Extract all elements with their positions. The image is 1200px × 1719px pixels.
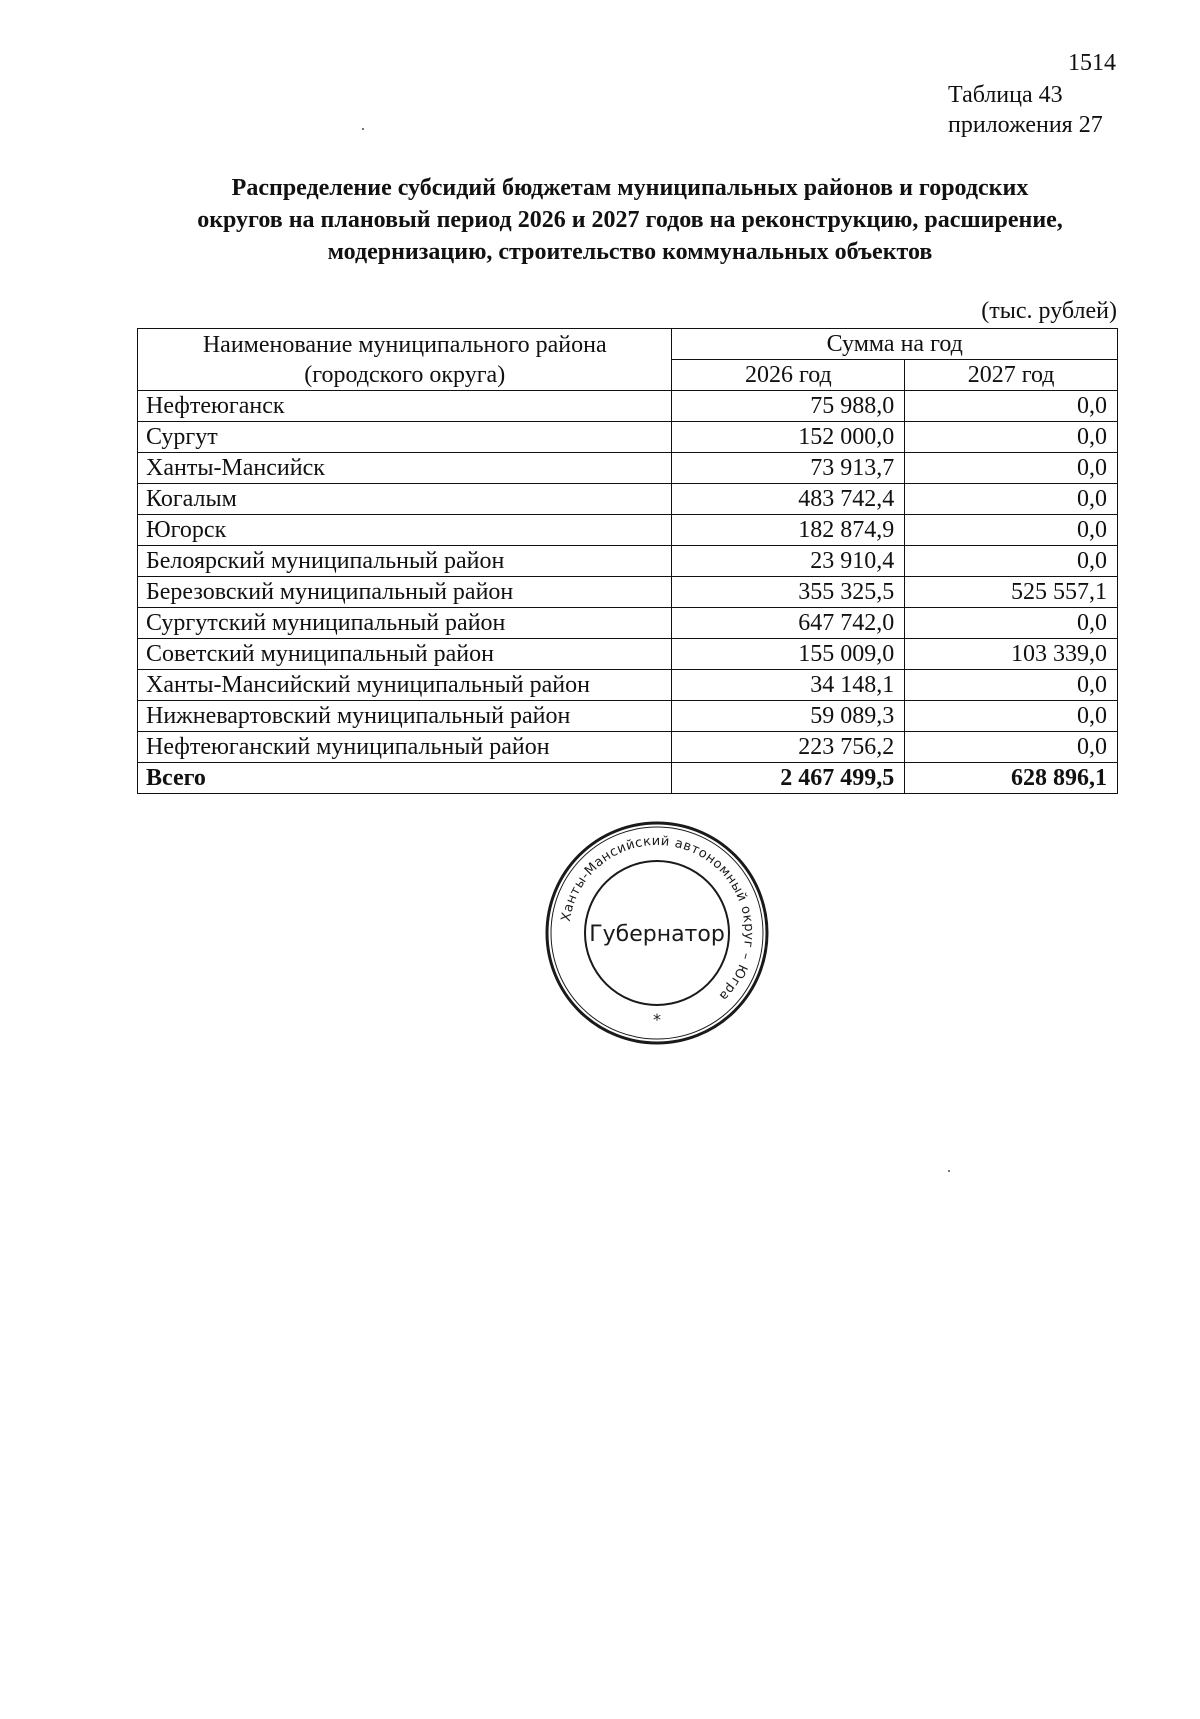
amount-2027: 103 339,0 <box>905 639 1118 670</box>
amount-2026: 355 325,5 <box>672 577 905 608</box>
district-name: Ханты-Мансийский муниципальный район <box>138 670 672 701</box>
total-row <box>138 763 1118 794</box>
scan-speck <box>948 1170 950 1172</box>
table-row <box>138 546 1118 577</box>
subsidies-table <box>137 328 1118 794</box>
amount-2026: 34 148,1 <box>672 670 905 701</box>
table-number: Таблица 43 <box>948 82 1063 108</box>
amount-2026: 59 089,3 <box>672 701 905 732</box>
amount-2027: 0,0 <box>905 701 1118 732</box>
table-row <box>138 639 1118 670</box>
table-row <box>138 732 1118 763</box>
table-row <box>138 515 1118 546</box>
amount-2026: 223 756,2 <box>672 732 905 763</box>
title-line-1: Распределение субсидий бюджетам муниципальных районов и городских <box>231 175 1029 201</box>
amount-2027: 0,0 <box>905 515 1118 546</box>
table-row <box>138 701 1118 732</box>
district-name: Нефтеюганский муниципальный район <box>138 732 672 763</box>
sum-column-header: Сумма на год <box>672 329 1118 360</box>
amount-2027: 0,0 <box>905 732 1118 763</box>
total-label: Всего <box>138 763 672 794</box>
table-row <box>138 608 1118 639</box>
amount-2027: 525 557,1 <box>905 577 1118 608</box>
amount-2026: 73 913,7 <box>672 453 905 484</box>
scan-speck <box>362 128 364 130</box>
amount-2027: 0,0 <box>905 484 1118 515</box>
seal-center-text: Губернатор <box>589 922 725 947</box>
table-row <box>138 484 1118 515</box>
table-row <box>138 453 1118 484</box>
units-label: (тыс. рублей) <box>981 298 1117 324</box>
amount-2026: 152 000,0 <box>672 422 905 453</box>
appendix-number: приложения 27 <box>948 112 1103 138</box>
table-row <box>138 422 1118 453</box>
district-name: Сургут <box>138 422 672 453</box>
amount-2026: 155 009,0 <box>672 639 905 670</box>
year-2027-header: 2027 год <box>905 360 1118 391</box>
table-row <box>138 577 1118 608</box>
amount-2026: 182 874,9 <box>672 515 905 546</box>
name-header-line-1: Наименование муниципального района <box>202 331 607 358</box>
district-name: Белоярский муниципальный район <box>138 546 672 577</box>
name-column-header <box>138 329 672 391</box>
amount-2027: 0,0 <box>905 608 1118 639</box>
amount-2027: 0,0 <box>905 546 1118 577</box>
amount-2027: 0,0 <box>905 453 1118 484</box>
amount-2026: 483 742,4 <box>672 484 905 515</box>
table-reference <box>948 80 1103 140</box>
district-name: Советский муниципальный район <box>138 639 672 670</box>
total-2026: 2 467 499,5 <box>672 763 905 794</box>
page-number: 1514 <box>1068 50 1116 76</box>
amount-2026: 75 988,0 <box>672 391 905 422</box>
district-name: Березовский муниципальный район <box>138 577 672 608</box>
table-body <box>138 391 1118 794</box>
amount-2026: 647 742,0 <box>672 608 905 639</box>
title-line-2: округов на плановый период 2026 и 2027 годов на реконструкцию, расширение, <box>197 207 1063 233</box>
amount-2027: 0,0 <box>905 391 1118 422</box>
title-line-3: модернизацию, строительство коммунальных объектов <box>327 239 933 265</box>
table-header-row <box>138 329 1118 360</box>
seal-star-icon: * <box>653 1010 661 1029</box>
amount-2027: 0,0 <box>905 670 1118 701</box>
district-name: Когалым <box>138 484 672 515</box>
district-name: Сургутский муниципальный район <box>138 608 672 639</box>
district-name: Нефтеюганск <box>138 391 672 422</box>
name-header-line-2: (городского округа) <box>304 361 506 388</box>
table-row <box>138 391 1118 422</box>
seal-ring-text: Ханты-Мансийский автономный округ – Югра <box>558 833 757 1004</box>
governor-seal <box>542 818 772 1048</box>
district-name: Ханты-Мансийск <box>138 453 672 484</box>
year-2026-header: 2026 год <box>672 360 905 391</box>
document-title <box>130 172 1130 268</box>
amount-2026: 23 910,4 <box>672 546 905 577</box>
table-row <box>138 670 1118 701</box>
amount-2027: 0,0 <box>905 422 1118 453</box>
district-name: Югорск <box>138 515 672 546</box>
district-name: Нижневартовский муниципальный район <box>138 701 672 732</box>
total-2027: 628 896,1 <box>905 763 1118 794</box>
